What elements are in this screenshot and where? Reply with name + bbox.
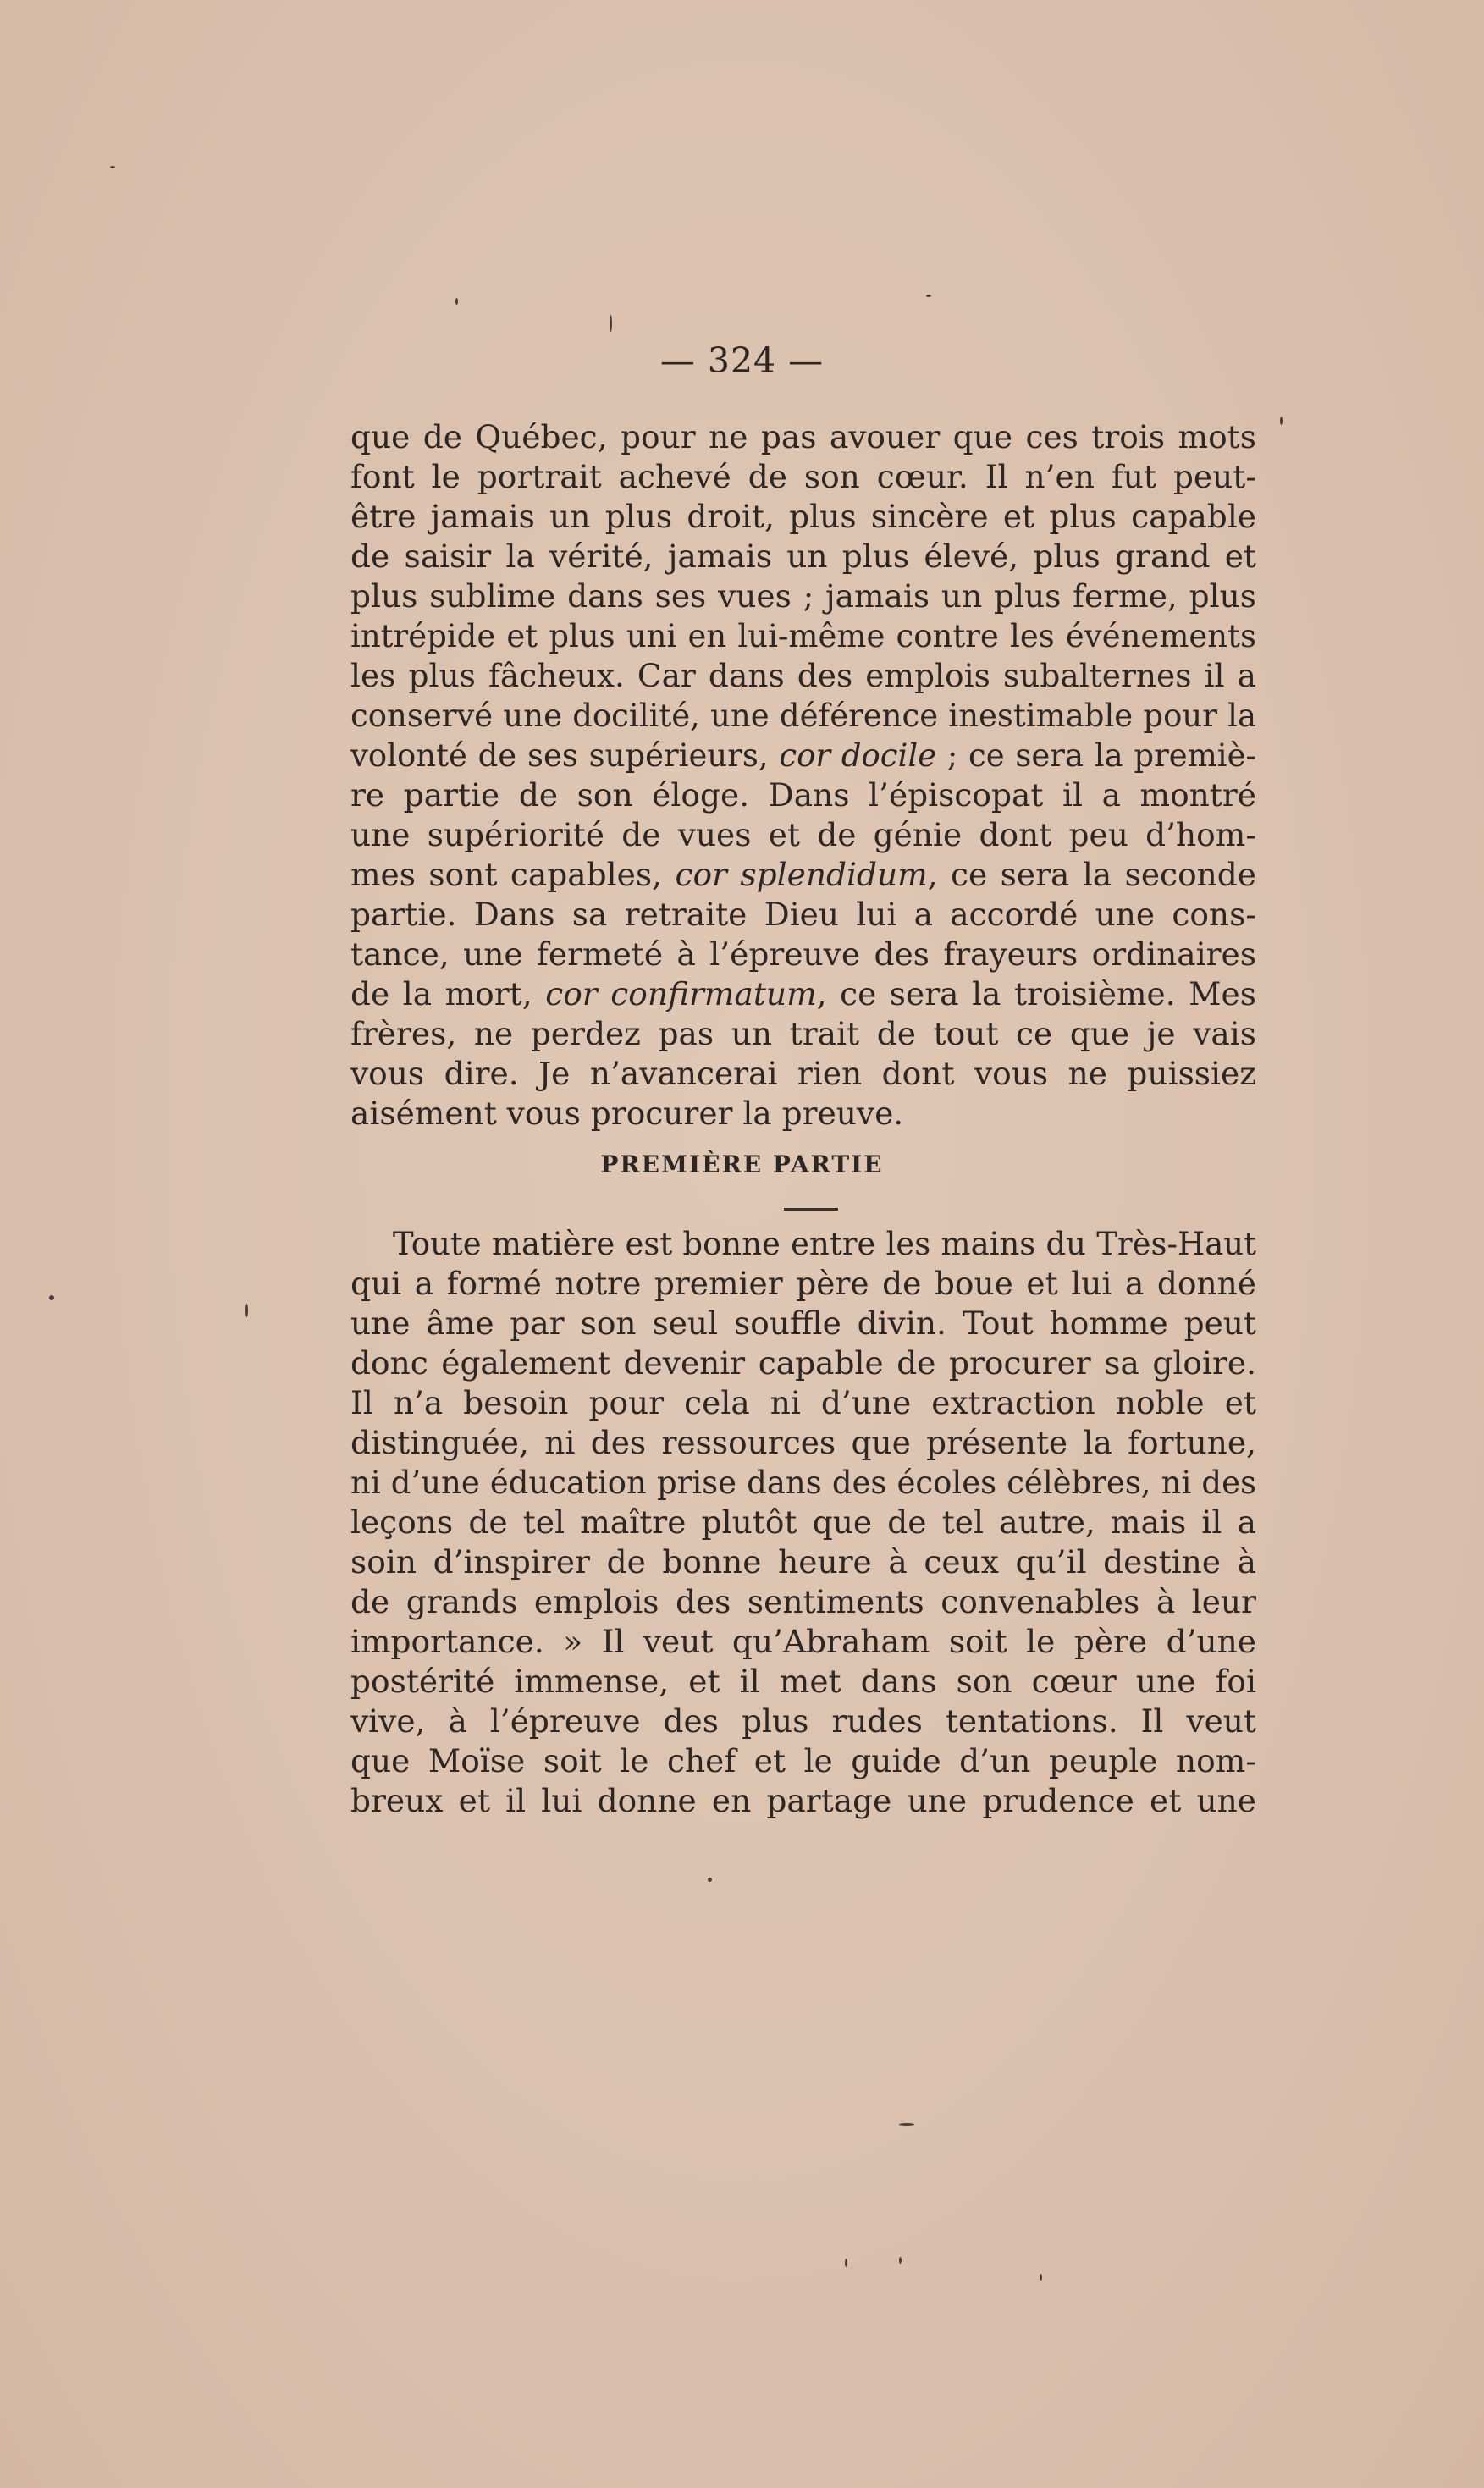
- text-line: intrépide et plus uni en lui-même contre les événements: [350, 618, 1256, 654]
- text-line: frères, ne perdez pas un trait de tout ce que je vais: [350, 1015, 1256, 1052]
- latin-phrase: cor confirmatum: [545, 975, 817, 1012]
- text-line: vive, à l’épreuve des plus rudes tentations. Il veut: [350, 1702, 1256, 1740]
- text-line: aisément vous procurer la preuve.: [350, 1095, 904, 1132]
- text-line: font le portrait achevé de son cœur. Il n’en fut peut-: [350, 458, 1256, 495]
- text-line: ni d’une éducation prise dans des écoles célèbres, ni des: [350, 1465, 1256, 1501]
- text-line: mes sont capables, cor splendidum, ce sera la seconde: [350, 856, 1256, 893]
- paper-speck: [455, 298, 458, 305]
- paper-speck: [845, 2259, 847, 2267]
- paper-speck: [610, 315, 612, 332]
- text-line: que de Québec, pour ne pas avouer que ces trois mots: [350, 418, 1256, 455]
- paper-speck: [899, 2257, 902, 2264]
- paper-speck: [110, 166, 115, 168]
- text-line: volonté de ses supérieurs, cor docile ; ce sera la premiè-: [350, 737, 1257, 774]
- text-line: postérité immense, et il met dans son cœur une foi: [350, 1663, 1256, 1700]
- paper-speck: [1040, 2274, 1042, 2281]
- text-line: partie. Dans sa retraite Dieu lui a accordé une cons-: [350, 896, 1256, 933]
- paper-speck: [245, 1304, 248, 1317]
- text-line: importance. » Il veut qu’Abraham soit le père d’une: [350, 1623, 1256, 1660]
- text-line: re partie de son éloge. Dans l’épiscopat il a montré: [350, 776, 1256, 814]
- text-line: être jamais un plus droit, plus sincère et plus capable: [350, 498, 1256, 535]
- text-line: Il n’a besoin pour cela ni d’une extraction noble et: [350, 1384, 1256, 1421]
- text-line: plus sublime dans ses vues ; jamais un plus ferme, plus: [350, 577, 1256, 615]
- heading-rule: [784, 1208, 838, 1211]
- text-line: qui a formé notre premier père de boue et lui a donné: [350, 1265, 1256, 1302]
- paper-speck: [1280, 417, 1283, 425]
- text-line: soin d’inspirer de bonne heure à ceux qu’il destine à: [350, 1543, 1256, 1581]
- text-line: distinguée, ni des ressources que présente la fortune,: [350, 1424, 1256, 1461]
- latin-phrase: cor splendidum: [675, 856, 928, 893]
- text-line: leçons de tel maître plutôt que de tel autre, mais il a: [350, 1503, 1256, 1541]
- text-line: conservé une docilité, une déférence inestimable pour la: [350, 698, 1256, 734]
- text-line: donc également devenir capable de procurer sa gloire.: [350, 1344, 1256, 1382]
- section-heading: PREMIÈRE PARTIE: [600, 1150, 884, 1178]
- text-line: breux et il lui donne en partage une prudence et une: [350, 1782, 1256, 1819]
- paragraph-intro: [350, 417, 1256, 1134]
- page-number: — 324 —: [659, 340, 825, 381]
- text-line: tance, une fermeté à l’épreuve des frayeurs ordinaires: [350, 935, 1256, 973]
- paper-speck: [926, 295, 931, 297]
- paper-speck: [49, 1295, 54, 1300]
- text-line: que Moïse soit le chef et le guide d’un peuple nom-: [350, 1742, 1256, 1779]
- latin-phrase: cor docile: [779, 737, 937, 774]
- text-line: de saisir la vérité, jamais un plus élevé, plus grand et: [350, 538, 1256, 575]
- text-line: une âme par son seul souffle divin. Tout homme peut: [350, 1305, 1256, 1342]
- text-line: de la mort, cor confirmatum, ce sera la troisième. Mes: [350, 975, 1256, 1012]
- text-line: les plus fâcheux. Car dans des emplois subalternes il a: [350, 657, 1256, 694]
- paragraph-first-part: [350, 1224, 1256, 1821]
- text-line: de grands emplois des sentiments convenables à leur: [350, 1583, 1256, 1620]
- paper-speck: [708, 1878, 712, 1882]
- text-line: une supériorité de vues et de génie dont peu d’hom-: [350, 816, 1256, 853]
- text-line: Toute matière est bonne entre les mains du Très-Haut: [393, 1226, 1256, 1262]
- text-line: vous dire. Je n’avancerai rien dont vous ne puissiez: [350, 1055, 1256, 1092]
- paper-speck: [899, 2123, 914, 2126]
